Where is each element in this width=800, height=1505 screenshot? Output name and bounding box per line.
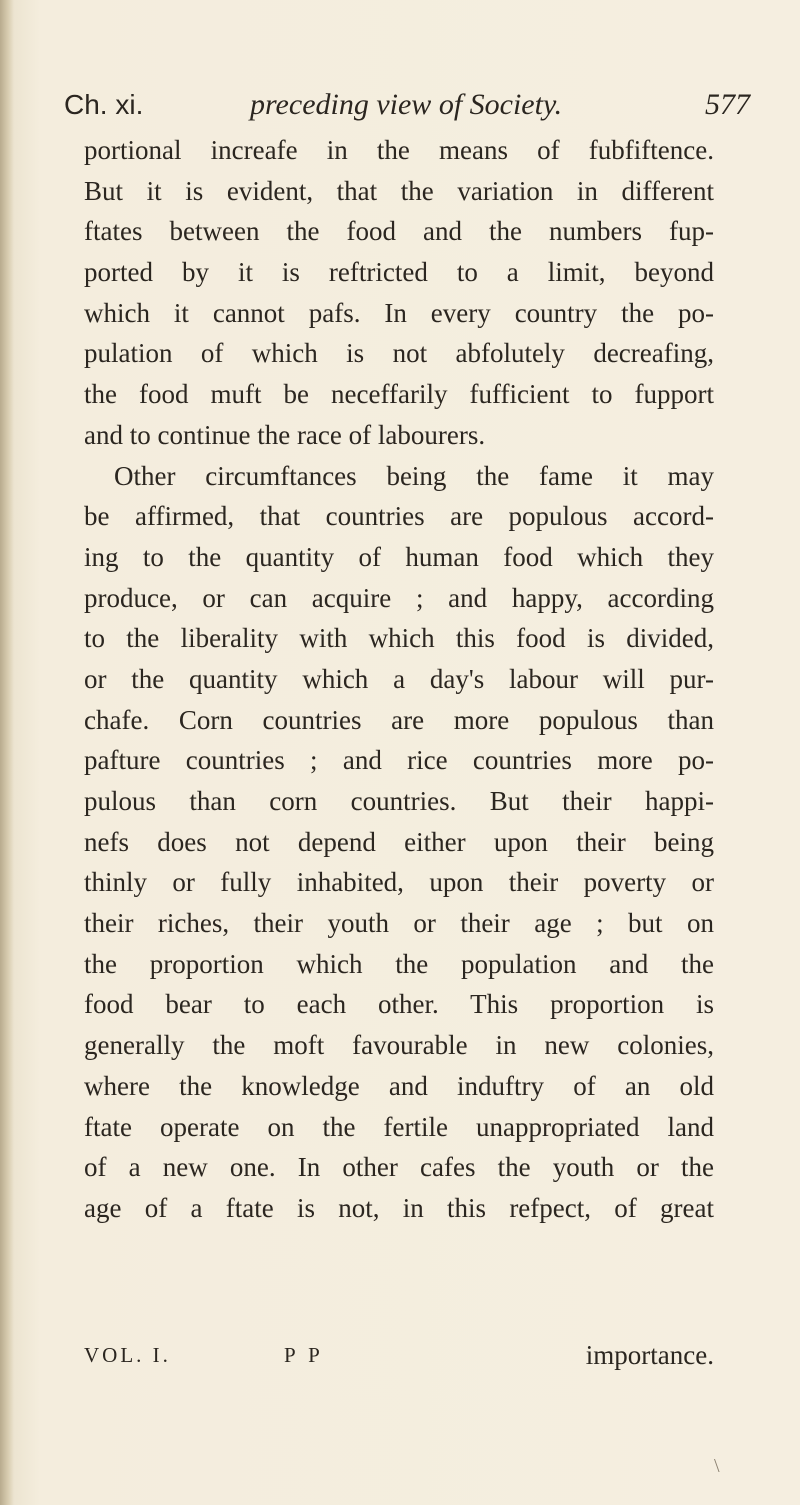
text-line: the proportion which the population and the	[84, 948, 714, 979]
text-line: where the knowledge and induftry of an old	[84, 1070, 714, 1101]
text-line: ftates between the food and the numbers fup-	[84, 216, 714, 247]
text-line: which it cannot pafs. In every country the po-	[84, 297, 714, 328]
text-line: ing to the quantity of human food which they	[84, 541, 714, 572]
text-line: the food muft be neceffarily fufficient to fupport	[84, 379, 714, 410]
text-line: or the quantity which a day's labour will pur-	[84, 663, 714, 694]
running-head	[64, 80, 750, 130]
text-line: ported by it is reftricted to a limit, beyond	[84, 257, 714, 288]
text-line: generally the moft favourable in new colonies,	[84, 1030, 714, 1061]
stray-ink-mark: \	[714, 1455, 720, 1477]
text-line: nefs does not depend either upon their being	[84, 826, 714, 857]
text-line: thinly or fully inhabited, upon their poverty or	[84, 867, 714, 898]
text-line: produce, or can acquire ; and happy, according	[84, 582, 714, 613]
chapter-reference: Ch. xi.	[64, 89, 144, 120]
signature-line	[84, 1335, 714, 1375]
catchword: importance.	[585, 1340, 714, 1370]
paragraph-end-line: and to continue the race of labourers.	[84, 419, 486, 450]
text-line: age of a ftate is not, in this refpect, of great	[84, 1192, 714, 1223]
text-line: their riches, their youth or their age ; but on	[84, 908, 714, 939]
text-line: But it is evident, that the variation in different	[84, 175, 714, 206]
body-text	[84, 130, 714, 1229]
text-line: pafture countries ; and rice countries more po-	[84, 745, 714, 776]
page-number: 577	[705, 88, 750, 121]
volume-label: VOL. I.	[84, 1343, 171, 1367]
text-line: of a new one. In other cafes the youth or the	[84, 1152, 714, 1183]
running-title: preceding view of Society.	[250, 88, 563, 121]
text-line: pulous than corn countries. But their happi-	[84, 786, 714, 816]
page-gutter-shadow	[0, 0, 14, 1505]
text-line: to the liberality with which this food is divided,	[84, 623, 714, 654]
text-line: ftate operate on the fertile unappropriated land	[84, 1111, 714, 1142]
paragraph-start-line: Other circumftances being the fame it may	[114, 460, 714, 491]
text-line: pulation of which is not abfolutely decreafing,	[84, 338, 714, 369]
text-line: be affirmed, that countries are populous accord-	[84, 501, 714, 532]
text-line: chafe. Corn countries are more populous than	[84, 704, 714, 735]
text-line: portional increafe in the means of fubfiftence.	[84, 135, 714, 165]
text-line: food bear to each other. This proportion is	[84, 989, 714, 1020]
signature-mark: P P	[284, 1343, 324, 1367]
